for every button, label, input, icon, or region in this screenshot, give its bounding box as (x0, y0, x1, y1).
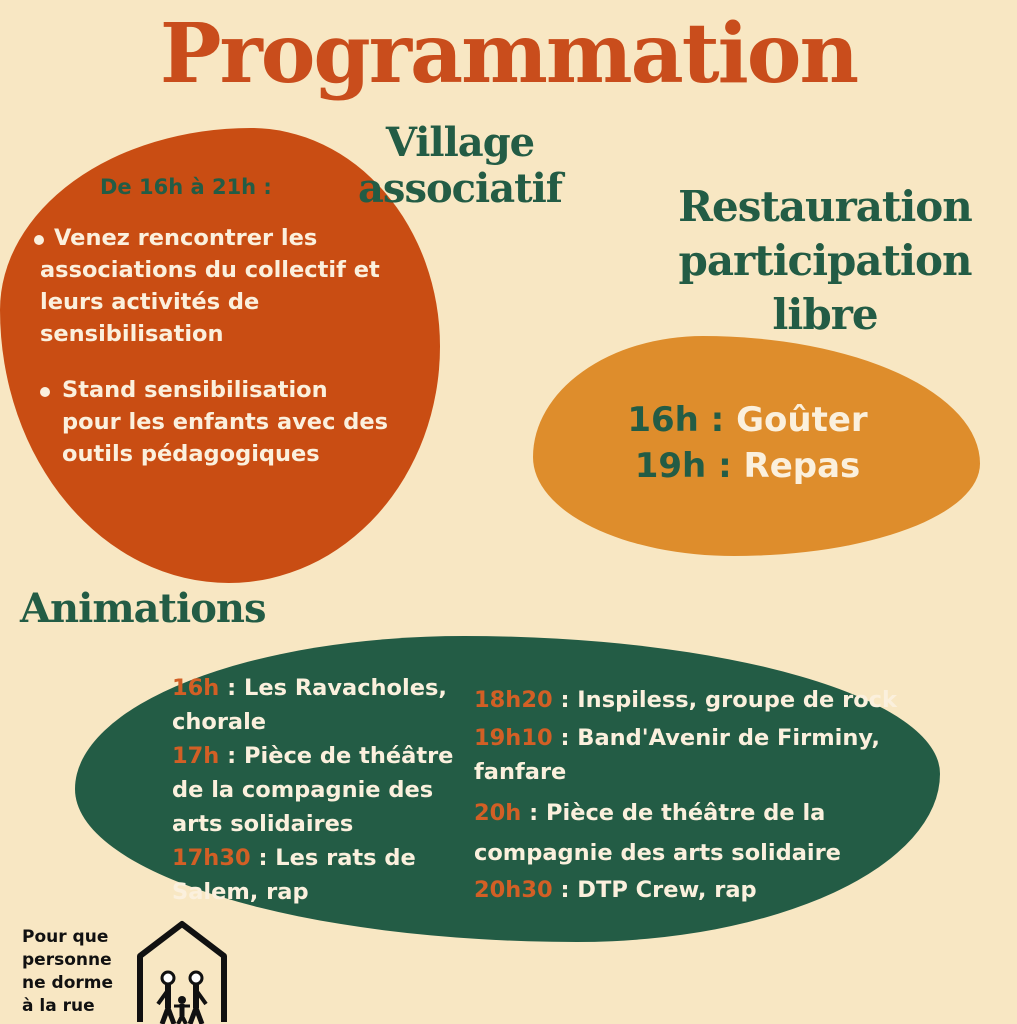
footer-line: à la rue (22, 996, 95, 1016)
animation-item (474, 873, 914, 907)
footer-slogan (22, 926, 113, 1018)
restauration-heading-line2: participation (678, 236, 972, 285)
meal-time: 16h (627, 400, 699, 440)
village-heading-line1: Village (385, 119, 535, 166)
animation-time: 17h (172, 743, 220, 769)
animation-time: 16h (172, 675, 220, 701)
animation-text: : Pièce de théâtre de la compagnie des arts solidaire (474, 800, 841, 866)
village-bullet-2 (62, 374, 392, 470)
animations-column-1 (172, 671, 467, 909)
bullet-dot-icon (34, 235, 44, 245)
animations-heading: Animations (20, 585, 266, 632)
animation-time: 20h30 (474, 877, 553, 903)
animation-text: : Les Ravacholes, chorale (172, 675, 447, 735)
footer-line: ne dorme (22, 973, 114, 993)
animation-item (474, 721, 914, 789)
village-bullet-text: Stand sensibilisation pour les enfants avec des outils pédagogiques (62, 377, 388, 467)
animation-item (172, 739, 467, 841)
bullet-dot-icon (40, 387, 50, 397)
meal-time: 19h (634, 446, 707, 486)
animation-text: : Les rats de Salem, rap (172, 845, 416, 905)
restauration-heading-line1: Restauration (678, 182, 972, 231)
village-heading-line2: associatif (358, 165, 562, 212)
page-title: Programmation (159, 6, 858, 102)
restauration-heading-line3: libre (772, 290, 878, 339)
animation-item (172, 841, 467, 909)
house-family-icon (134, 920, 230, 1024)
animation-item (474, 683, 914, 717)
village-heading (340, 120, 580, 212)
village-bullet-1 (40, 222, 385, 350)
animation-text: : DTP Crew, rap (552, 877, 757, 903)
meal-gouter (560, 398, 935, 442)
meal-repas (560, 444, 935, 488)
animation-text: : Band'Avenir de Firminy, fanfare (474, 725, 880, 785)
meal-separator: : (698, 400, 737, 440)
meal-label: Goûter (736, 400, 868, 440)
animation-text: : Inspiless, groupe de rock (552, 687, 897, 713)
footer-line: personne (22, 950, 112, 970)
footer-line: Pour que (22, 927, 109, 947)
animation-time: 18h20 (474, 687, 553, 713)
village-hours: De 16h à 21h : (100, 175, 272, 199)
animation-item (474, 793, 914, 873)
meal-label: Repas (743, 446, 861, 486)
animation-time: 17h30 (172, 845, 251, 871)
animation-item (172, 671, 467, 739)
animations-column-2 (474, 683, 914, 907)
meal-separator: : (706, 446, 744, 486)
restauration-heading (660, 180, 990, 342)
animation-time: 20h (474, 800, 522, 826)
animation-text: : Pièce de théâtre de la compagnie des arts solidaires (172, 743, 454, 837)
animation-time: 19h10 (474, 725, 553, 751)
village-bullet-text: Venez rencontrer les associations du collectif et leurs activités de sensibilisation (40, 225, 380, 347)
